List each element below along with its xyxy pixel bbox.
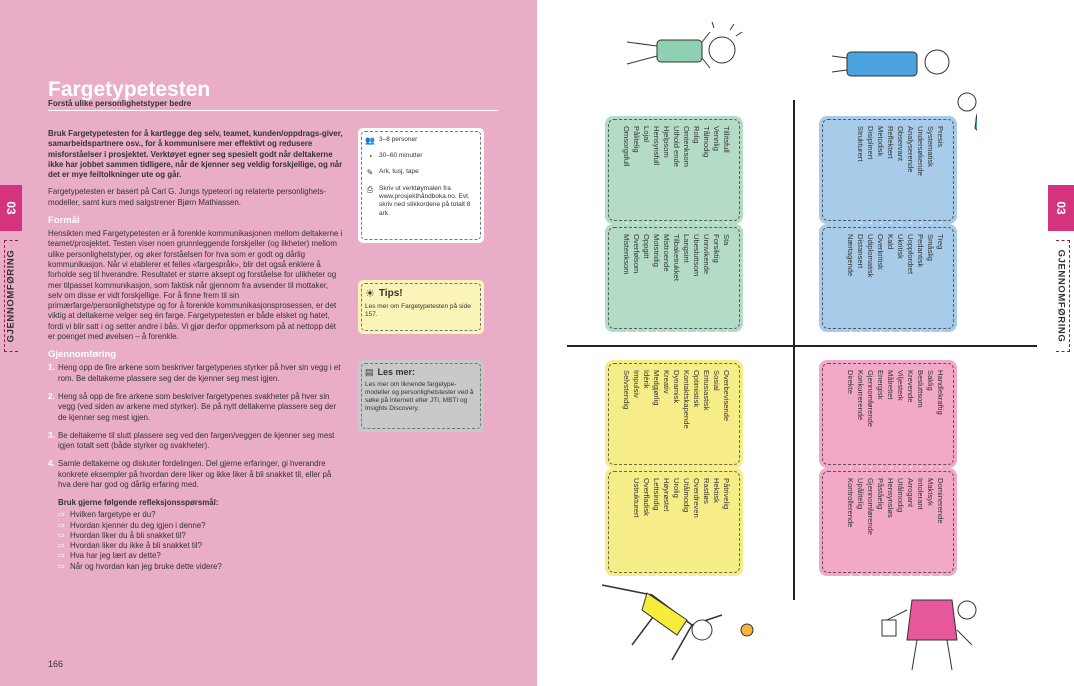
card-word: Systematisk +: [925, 126, 935, 216]
card-word: Rastløs +: [701, 478, 711, 568]
card-word-list: [605, 468, 743, 576]
step-item: [48, 431, 344, 452]
card-word: Observant +: [895, 126, 905, 216]
yellow-strengths-card: [605, 360, 743, 468]
yellow-figure-illustration: [592, 565, 772, 675]
card-word: Ubesluttsom +: [691, 234, 701, 324]
step-text: Be deltakerne til slutt plassere seg ved den fargen/veggen de kjenner seg mest igjen totalt sett (både styrker og svakheter).: [58, 430, 335, 451]
card-word: Påtrivelig +: [721, 478, 731, 568]
card-word: Forsiktig +: [711, 234, 721, 324]
card-word: Pedantisk +: [915, 234, 925, 324]
card-word: Tilbaketrukket +: [671, 234, 681, 324]
card-word: Gjennomførende +: [865, 478, 875, 568]
card-word: Konkurrerende +: [855, 370, 865, 460]
execution-heading: Gjennomføring: [48, 349, 117, 361]
card-word: Metodisk +: [875, 126, 885, 216]
step-item: [48, 363, 344, 384]
card-word: Langsint +: [681, 234, 691, 324]
card-word: Saklig +: [925, 370, 935, 460]
card-word: Målrettet +: [885, 370, 895, 460]
card-word: Hensynsløs +: [885, 478, 895, 568]
read-more-text: Les mer om liknende fargetype-modeller og personlighetstester ved å søke på internett etter JTI, MBTI og Insights Discovery.: [365, 380, 474, 413]
reflection-question: ⇨ Hvordan kjenner du deg igjen i denne?: [58, 521, 344, 531]
card-word: Idérik +: [641, 370, 651, 460]
card-word: Kald +: [885, 234, 895, 324]
purpose-paragraph: Hensikten med Fargetypetesten er å forenkle kommunikasjonen mellom deltakerne i teamet/prosjektet. Testen viser noen grunnleggende forskjeller (og likheter) mellom ulike personlighetstyper, og øker forståelsen for hva som er godt og dårlig kommunikasjon. Når vi etablerer et felles «fargespråk», blir det også enklere å forholde seg til hverandre. Resultatet er større aksept og forståelse for ulikheter og mer tilpasset kommunikasjon, som faktisk når gjennom fra avsender til mottaker, selv om disse er vidt forskjellige. For å finne frem til sin primærfarge/personlighetstype og for å forenkle kommunikasjonsprosessen, er det viktig at deltakerne velger seg én farge. Fargetypetesten er både elsket og hatet, fordi vi blir satt i og setter andre i bås. Vi gjør derfor oppmerksom på at nettopp dét er poenget med øvelsen – å forenkle.: [48, 229, 343, 341]
card-word: Sosial +: [711, 370, 721, 460]
card-word: Viljesterk +: [895, 370, 905, 460]
card-word-list: [819, 360, 957, 468]
blue-strengths-card: [819, 116, 957, 224]
card-word: Påståelig +: [875, 478, 885, 568]
reflection-question: ⇨ Hvordan liker du å bli snakket til?: [58, 531, 344, 541]
right-page: [537, 0, 1074, 686]
card-word: Unnvikende +: [701, 234, 711, 324]
card-word: Urolig +: [671, 478, 681, 568]
card-word: Energisk +: [875, 370, 885, 460]
card-word: Kontaktskapende +: [681, 370, 691, 460]
card-word: Overfladisk +: [641, 478, 651, 568]
card-word-list: [605, 116, 743, 224]
card-word: Intolerant +: [915, 478, 925, 568]
card-word: Entusiastisk +: [701, 370, 711, 460]
page-subtitle: Forstå ulike personlighetstyper bedre: [48, 99, 192, 108]
vertical-axis: [793, 100, 795, 600]
main-text-column: [48, 129, 344, 572]
card-word: Høyrøstet +: [661, 478, 671, 568]
step-item: [48, 459, 344, 490]
card-word: Medgjørlig +: [651, 370, 661, 460]
card-word-list: [605, 224, 743, 332]
card-word: Kontrollerende +: [845, 478, 855, 568]
tips-box: [358, 280, 484, 334]
card-word: Tålmodig +: [701, 126, 711, 216]
chapter-label: GJENNOMFØRING: [5, 249, 17, 343]
reflection-question: ⇨ Hvordan liker du ikke å bli snakket til?: [58, 541, 344, 551]
info-time-row: [365, 152, 477, 162]
step-number: 3.: [48, 430, 55, 440]
card-word: Hektisk +: [711, 478, 721, 568]
reflection-question: ⇨ Når og hvordan kan jeg bruke dette videre?: [58, 562, 344, 572]
reflection-question: ⇨ Hvilken fargetype er du?: [58, 510, 344, 520]
reflection-list: [58, 510, 344, 572]
info-materials: Ark, tusj, tape: [379, 168, 419, 176]
card-word: Impulsiv +: [631, 370, 641, 460]
card-word: Gjennomførende +: [865, 370, 875, 460]
info-template: Skriv ut verktøymalen fra www.prosjekthåndboka.no. Evt. skriv ned stikkordene på totalt 8 ark.: [379, 184, 471, 217]
info-materials-row: [365, 168, 477, 178]
step-number: 4.: [48, 459, 55, 469]
card-word: Optimistisk +: [691, 370, 701, 460]
step-number: 2.: [48, 392, 55, 401]
intro-paragraph: Bruk Fargetypetesten for å kartlegge deg selv, teamet, kunden/oppdrags-giver, samarbeidspartnere osv., for å kommunisere mer effektivt og redusere misforståelser i prosjektet. Verktøyet egner seg spesielt godt når deltakerne ikke har jobbet sammen tidligere, når de kjenner seg veldig forskjellige, og når det er mye feiltolkninger ute og går.: [48, 129, 343, 180]
card-word: Uthold ende +: [671, 126, 681, 216]
read-more-title: Les mer:: [377, 367, 416, 377]
printer-icon: ⎙: [366, 184, 374, 194]
reflection-question: ⇨ Hva har jeg lært av dette?: [58, 551, 344, 561]
card-word: Ukritisk +: [895, 234, 905, 324]
card-word: Overdreven +: [691, 478, 701, 568]
card-word: Pålitelig +: [631, 126, 641, 216]
card-word: Tillitsfull +: [721, 126, 731, 216]
card-word: Direkte +: [845, 370, 855, 460]
tips-title: Tips!: [378, 287, 403, 299]
green-strengths-card: [605, 116, 743, 224]
card-word: Ustrukturert +: [631, 478, 641, 568]
clock-icon: ◔: [367, 152, 373, 162]
card-word: Treg +: [935, 234, 945, 324]
chapter-label: GJENNOMFØRING: [1055, 249, 1067, 343]
card-word: Krevende +: [905, 370, 915, 460]
card-word: Lettsindig +: [651, 478, 661, 568]
card-word: Omsorgsfull +: [621, 126, 631, 216]
chapter-number: 03: [4, 201, 18, 215]
info-people-row: [365, 136, 477, 146]
info-box: [358, 128, 484, 243]
basis-paragraph: Fargetypetesten er basert på Carl G. Jungs typeteori og relaterte personlighets-modeller, samt kurs med salgstrener Bjørn Mathiassen.: [48, 187, 327, 207]
card-word: Overfølsom +: [631, 234, 641, 324]
step-text: Samle deltakerne og diskuter fordelingen. Del gjerne erfaringer, gi hverandre konkrete eksempler på hvordan dere liker og ikke liker å bli snakket til, eller på hva dere har god og dårlig erfaring med.: [58, 459, 332, 489]
pink-figure-illustration: [872, 570, 992, 680]
lightbulb-icon: ☀: [365, 288, 375, 300]
card-word: Hensynsfull +: [651, 126, 661, 216]
card-word-list: [819, 116, 957, 224]
card-word: Vennlig +: [711, 126, 721, 216]
card-word: Småslig +: [925, 234, 935, 324]
card-word: Sta +: [721, 234, 731, 324]
card-word: Disiplinert +: [865, 126, 875, 216]
card-word: Overbevisende +: [721, 370, 731, 460]
card-word: Mistenksom +: [621, 234, 631, 324]
card-word: Dominerende +: [935, 478, 945, 568]
card-word: Selvstendig +: [621, 370, 631, 460]
card-word: Distansert +: [855, 234, 865, 324]
card-word: Motstridig +: [651, 234, 661, 324]
step-item: [48, 392, 344, 423]
horizontal-axis: [567, 345, 1037, 347]
card-word: Uoppfordret +: [905, 234, 915, 324]
step-text: Heng så opp de fire arkene som beskriver fargetypenes svakheter på hver sin vegg (ved siden av arkene med styrker). Be på nytt deltakerne plassere seg der de kjenner seg mest igjen.: [58, 392, 337, 422]
book-icon: ▤: [365, 367, 374, 377]
green-figure-illustration: [622, 22, 752, 92]
info-people: 3–8 personer: [379, 136, 418, 143]
yellow-weaknesses-card: [605, 468, 743, 576]
card-word: Kreativ +: [661, 370, 671, 460]
card-word: Utålmodig +: [681, 478, 691, 568]
pink-strengths-card: [819, 360, 957, 468]
card-word-list: [819, 224, 957, 332]
card-word: Omtenksom +: [681, 126, 691, 216]
purpose-heading: Formål: [48, 214, 80, 226]
card-word: Presis +: [935, 126, 945, 216]
card-word: Overkritisk +: [875, 234, 885, 324]
chapter-tab[interactable]: [1048, 185, 1074, 231]
info-time: 30–60 minutter: [379, 152, 423, 160]
card-word-list: [605, 360, 743, 468]
tips-text: Les mer om Fargetypetesten på side 157.: [365, 303, 471, 319]
step-text: Heng opp de fire arkene som beskriver fargetypenes styrker på hver sin vegg i et rom. Be deltakerne plassere seg der de kjenner seg mest igjen.: [58, 363, 341, 383]
page-title: Fargetypetesten: [48, 78, 211, 101]
card-word: Strukturert +: [855, 126, 865, 216]
card-word: Undersøkende +: [915, 126, 925, 216]
card-word: Rolig +: [691, 126, 701, 216]
people-icon: 👥: [365, 136, 375, 145]
title-divider: [48, 110, 498, 111]
blue-weaknesses-card: [819, 224, 957, 332]
pen-cup-icon: ✎: [366, 168, 374, 178]
card-word: Utålmodig +: [895, 478, 905, 568]
green-weaknesses-card: [605, 224, 743, 332]
card-word: Handlekraftig +: [935, 370, 945, 460]
card-word: Oppgitt +: [641, 234, 651, 324]
card-word: Nærtagende +: [845, 234, 855, 324]
chapter-tab[interactable]: [0, 185, 22, 231]
card-word: Arrogant +: [905, 478, 915, 568]
reflection-heading: Bruk gjerne følgende refleksjonsspørsmål:: [58, 498, 219, 508]
card-word: Besluttsom +: [915, 370, 925, 460]
page-number: 166: [48, 659, 64, 669]
card-word: Dynamisk +: [671, 370, 681, 460]
card-word: Lojal +: [641, 126, 651, 216]
read-more-box: [358, 360, 484, 432]
step-number: 1.: [48, 363, 55, 373]
card-word: Udiplomatisk +: [865, 234, 875, 324]
card-word: Maktsyk +: [925, 478, 935, 568]
card-word-list: [819, 468, 957, 576]
card-word: Mistroende +: [661, 234, 671, 324]
pink-weaknesses-card: [819, 468, 957, 576]
card-word: Upålitelig +: [855, 478, 865, 568]
chapter-number: 03: [1054, 201, 1068, 215]
card-word: Hjelpsom +: [661, 126, 671, 216]
card-word: Reflektert +: [885, 126, 895, 216]
info-template-row: [365, 185, 477, 218]
card-word: Analyserende +: [905, 126, 915, 216]
